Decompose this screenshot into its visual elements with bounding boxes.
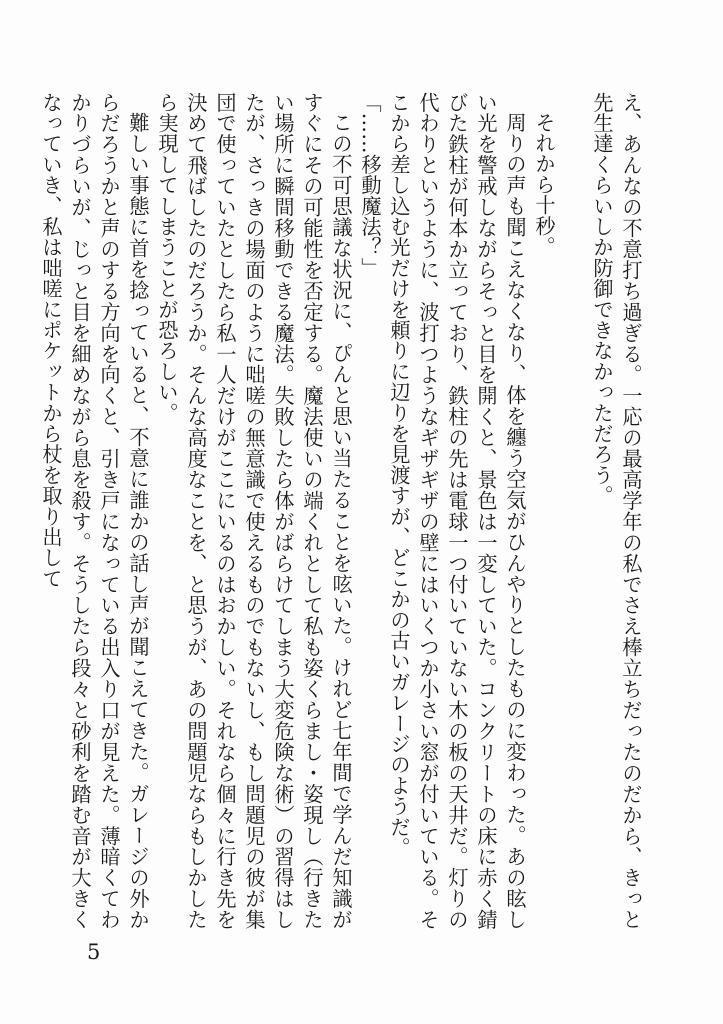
blank-line — [558, 92, 587, 930]
paragraph: え、あんなの不意打ち過ぎる。一応の最高学年の私でさえ棒立ちだったのだから、きっと先生達くらいしか防御できなかっただろう。 — [590, 92, 643, 930]
paragraph: 難しい事態に首を捻っていると、不意に誰かの話し声が聞こえてきた。ガレージの外からだろうかと声のする方向を向くと、引き戸になっている出入り口が見えた。薄暗くてわかりづらいが、じっと目を細めながら息を殺す。そうしたら段々と砂利を踏む音が大きくなっていき、私は咄嗟にポケットから杖を取り出して — [39, 92, 150, 931]
page-number: 5 — [87, 940, 101, 964]
paragraph: 周りの声も聞こえなくなり、体を纏う空気がひんやりとしたものに変わった。あの眩しい光を警戒しながらそっと目を開くと、景色は一変していた。コンクリートの床に赤く錆びた鉄柱が何本か立っており、鉄柱の先は電球一つ付いていない木の板の天井だ。灯りの代わりというように、波打つようなギザギザの壁にはいくつか小さい窓が付いている。そこから差し込む光だけを頼りに辺りを見渡すが、どこかの古いガレージのようだ。 — [387, 92, 527, 931]
dialogue-line: 「……移動魔法？」 — [358, 92, 382, 279]
paragraph: それから十秒。 — [532, 112, 556, 258]
paragraph: この不可思議な状況に、ぴんと思い当たることを呟いた。けれど七年間で学んだ知識がすぐにその可能性を否定する。魔法使いの端くれとして私も姿くらまし・姿現し（行きたい場所に瞬間移動できる魔法。失敗したら体がばらけてしまう大変危険な術）の習得はしたが、さっきの場面のように咄嗟の無意識で使えるものでもないし、もし問題児の彼が集団で使っていたとしたら私一人だけがここにいるのはおかしい。それなら個々に行き先を決めて飛ばしたのだろうか。そんな高度なことを、と思うが、あの問題児ならもしかしたら実現してしまうことが恐ろしい。 — [155, 92, 353, 930]
vertical-text-body — [39, 92, 645, 931]
